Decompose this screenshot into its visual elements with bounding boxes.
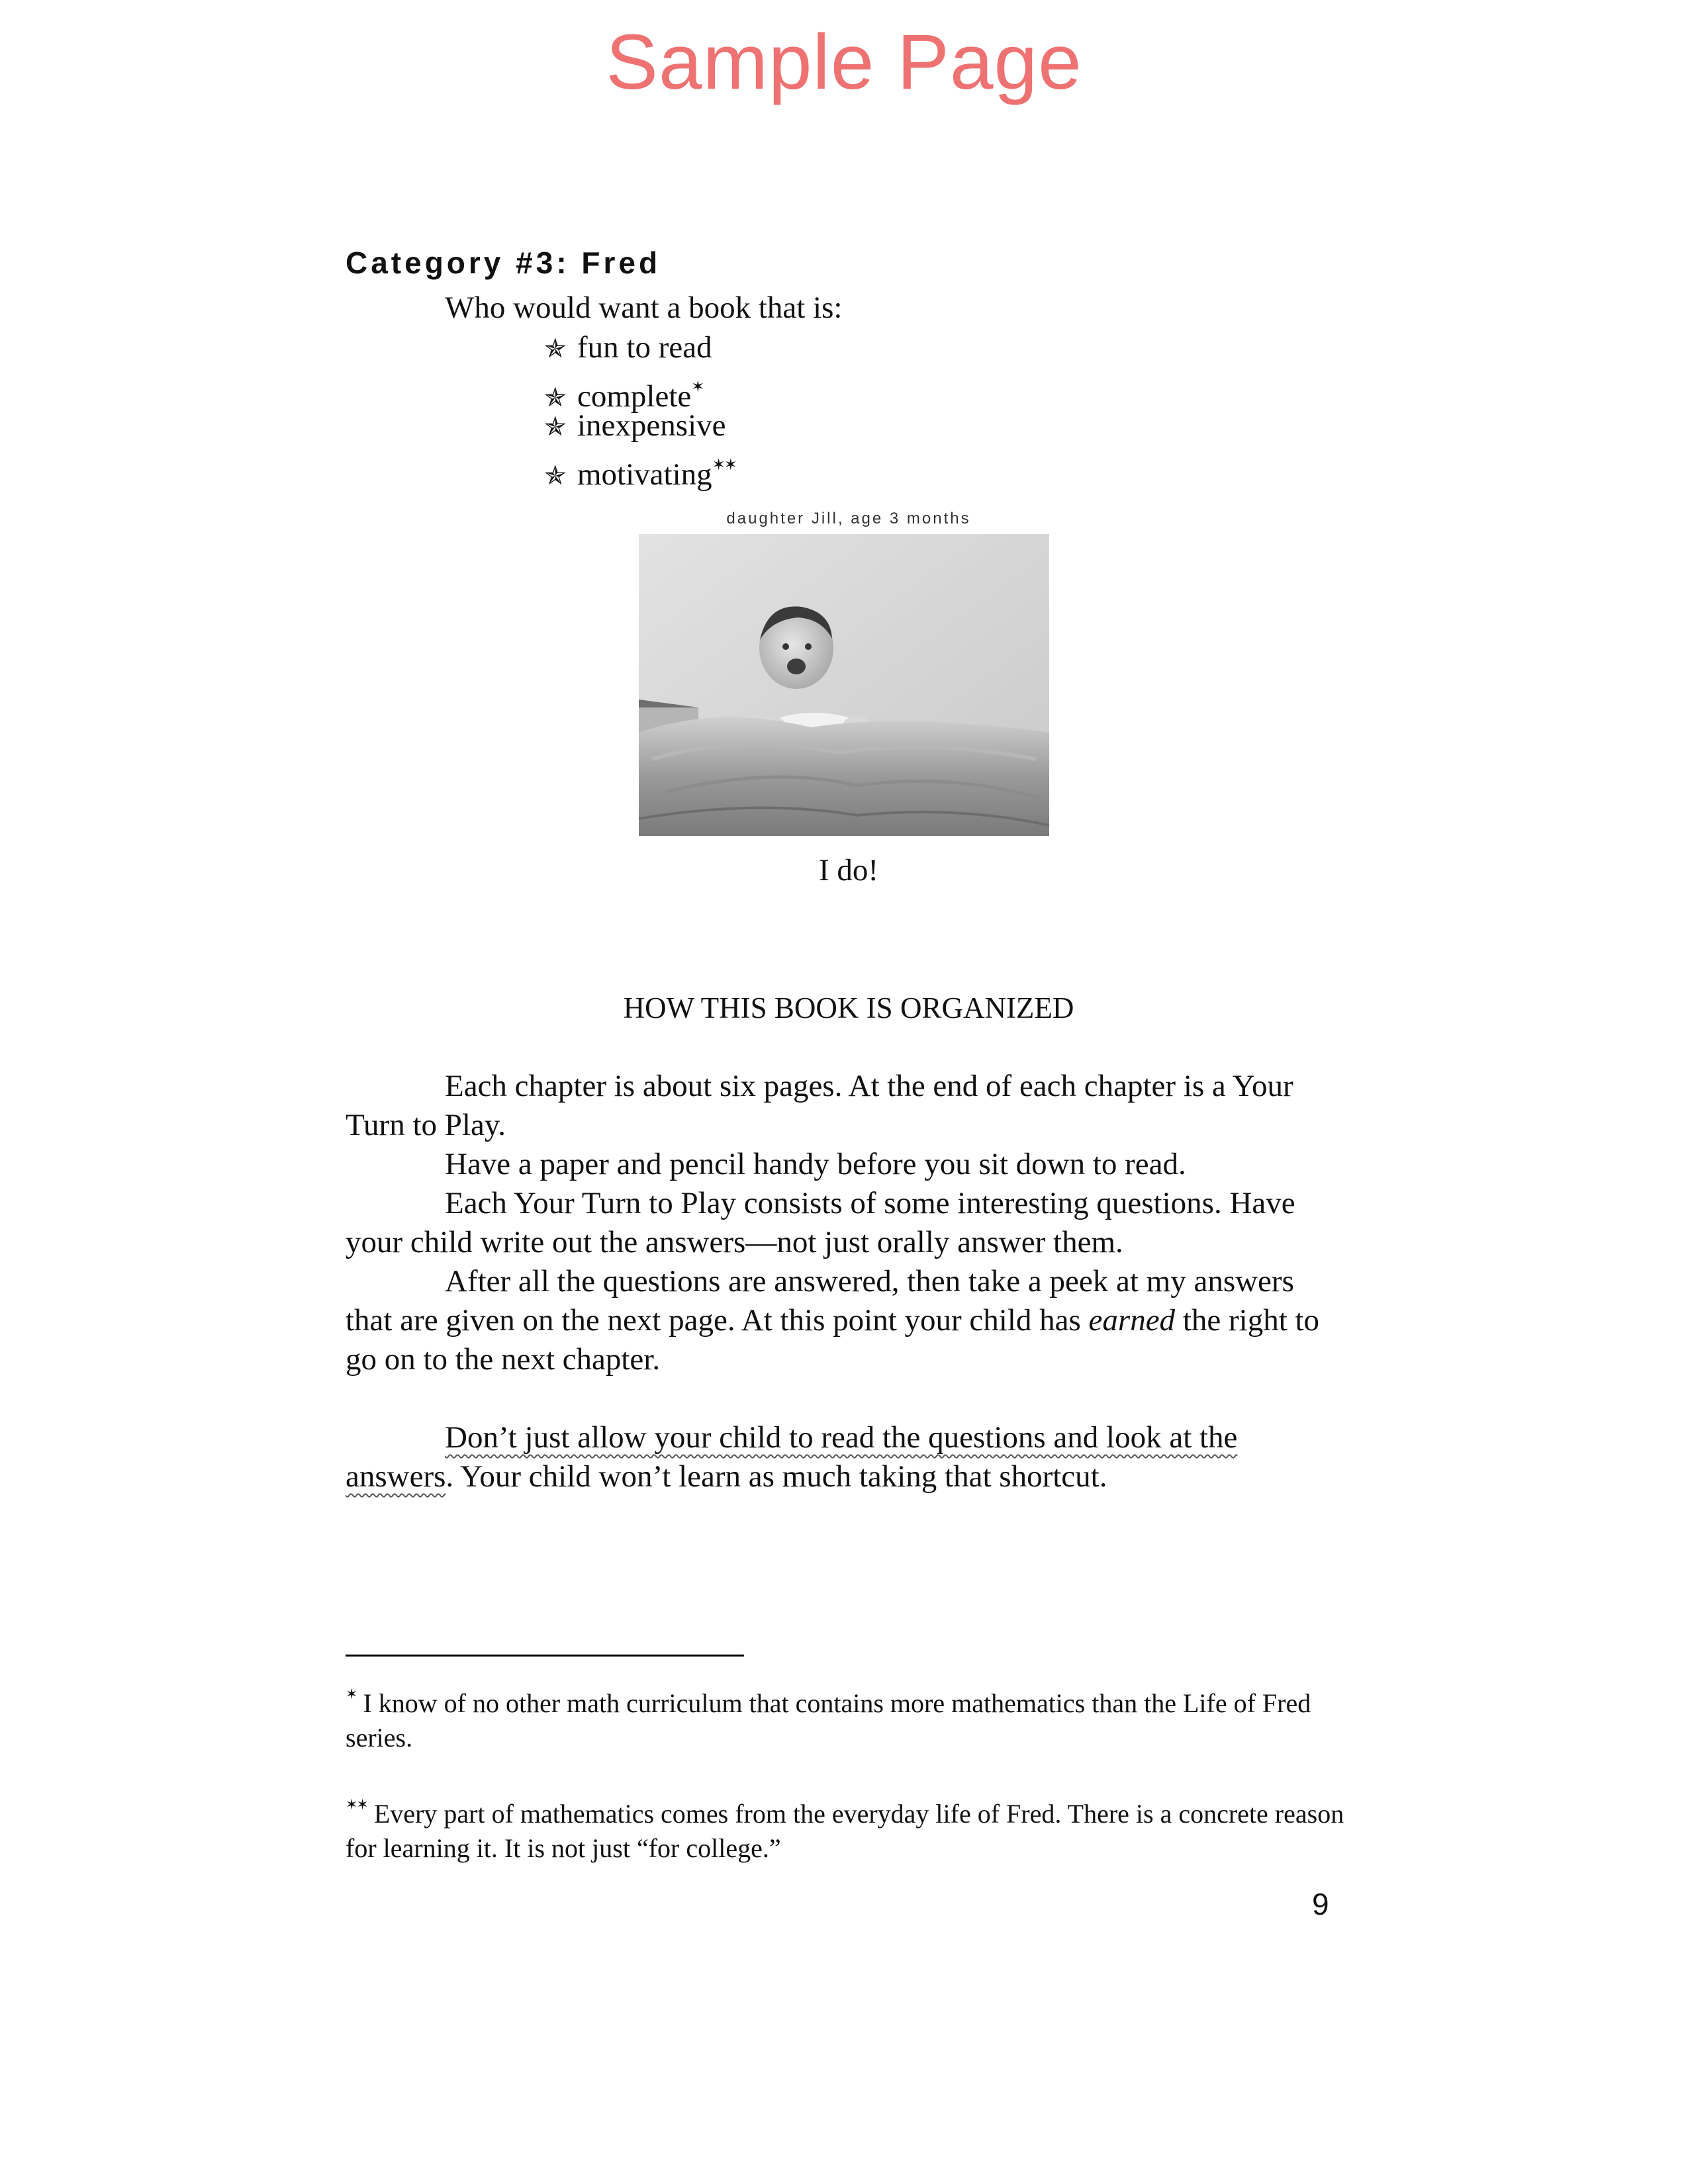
- paragraph: Have a paper and pencil handy before you sit down to read.: [445, 1147, 1186, 1181]
- paragraph: Each Your Turn to Play consists of some interesting questions. Have your child write out the answers—not just orally answer them.: [346, 1186, 1295, 1259]
- body-text: [346, 1067, 1338, 1496]
- list-item-label: fun to read: [577, 330, 712, 365]
- sample-page-watermark: Sample Page: [606, 19, 1082, 106]
- star-outline-icon: ✯: [544, 412, 567, 442]
- star-outline-icon: ✯: [544, 334, 567, 364]
- footnote-marker: ✶: [346, 1686, 357, 1703]
- list-item-label: complete: [577, 379, 692, 414]
- footnote-text: Every part of mathematics comes from the everyday life of Fred. There is a concrete reason for learning it. It is not just “for college.”: [346, 1799, 1344, 1863]
- lead-question: Who would want a book that is:: [445, 291, 843, 325]
- footnote: [346, 1678, 1352, 1755]
- list-item: [544, 406, 736, 445]
- footnote-marker: ✶: [691, 377, 704, 396]
- paragraph-text: the right to go on to the next chapter.: [346, 1303, 1320, 1377]
- underlined-warning-text: Don’t just allow your child to read the questions and look at the answers: [346, 1420, 1238, 1494]
- list-item: [544, 445, 736, 492]
- paragraph-gap: [346, 1379, 1338, 1418]
- paragraph-text: . Your child won’t learn as much taking that shortcut.: [445, 1459, 1107, 1494]
- photo-caption: daughter Jill, age 3 months: [726, 510, 971, 527]
- footnote: [346, 1788, 1352, 1866]
- list-item-label: motivating: [577, 457, 712, 492]
- baby-photo: [639, 534, 1049, 836]
- paragraph: Each chapter is about six pages. At the end of each chapter is a Your Turn to Play.: [346, 1069, 1293, 1142]
- paragraph: [346, 1262, 1338, 1379]
- emphasis-text: earned: [1088, 1303, 1176, 1338]
- footnote-marker: ✶✶: [712, 455, 736, 474]
- footnote-divider: [346, 1655, 744, 1657]
- footnote-marker: ✶✶: [346, 1797, 367, 1813]
- star-outline-icon: ✯: [544, 461, 567, 491]
- section-heading: HOW THIS BOOK IS ORGANIZED: [623, 991, 1074, 1024]
- paragraph-text: After all the questions are answered, then take a peek at my answers that are given on the next page. At this point your child has: [346, 1264, 1294, 1338]
- list-item-label: inexpensive: [577, 408, 726, 443]
- category-title: Category #3: Fred: [346, 246, 661, 280]
- feature-list: [544, 328, 736, 492]
- list-item: [544, 328, 736, 367]
- star-outline-icon: ✯: [544, 383, 567, 413]
- page-number: 9: [1312, 1887, 1329, 1921]
- footnote-text: I know of no other math curriculum that contains more mathematics than the Life of Fred series.: [346, 1688, 1311, 1752]
- list-item: [544, 367, 736, 414]
- footnotes: [346, 1678, 1352, 1899]
- paragraph: [346, 1418, 1338, 1496]
- photo-response: I do!: [818, 853, 879, 887]
